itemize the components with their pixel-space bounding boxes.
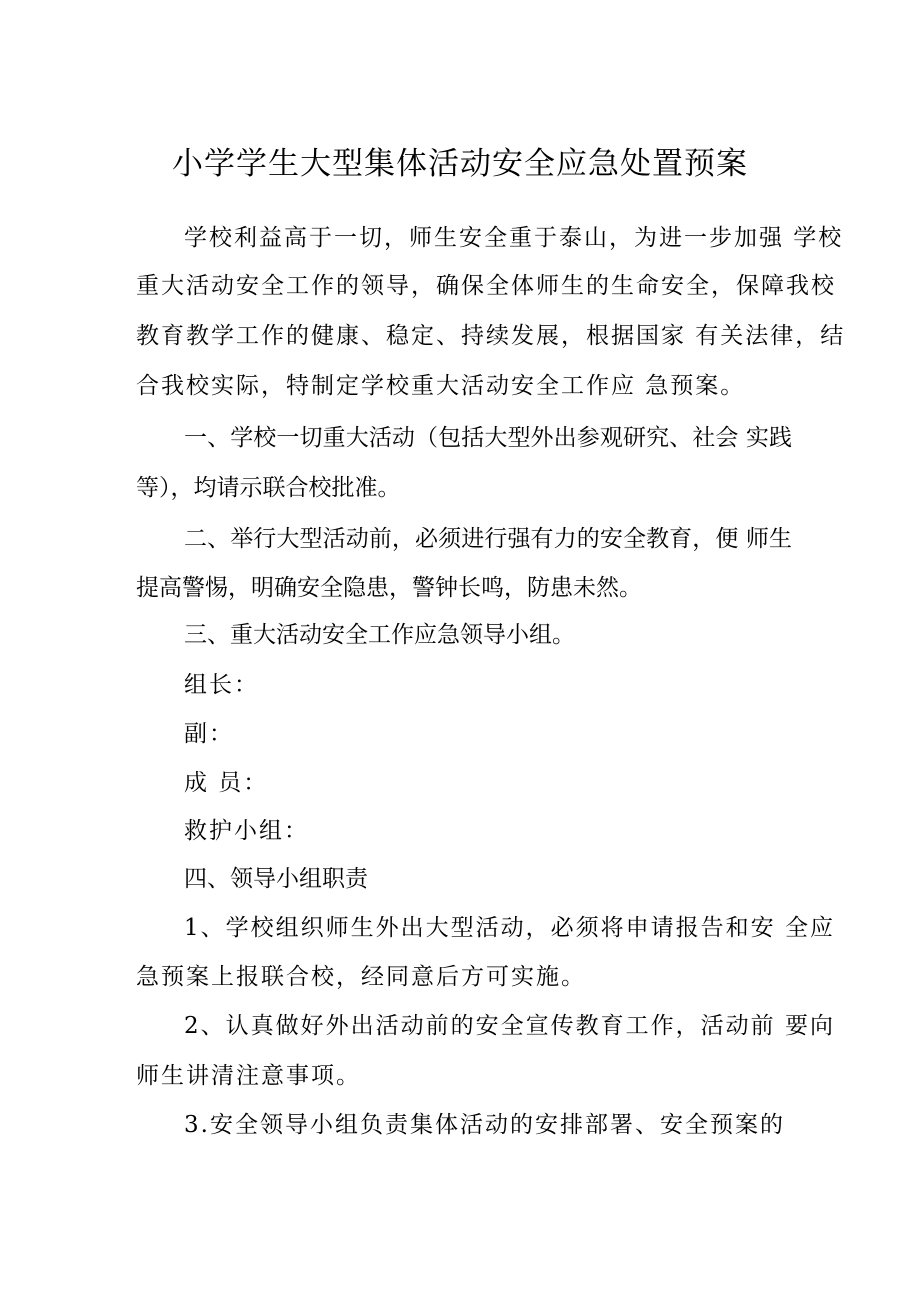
document-line: 三、重大活动安全工作应急领导小组。	[184, 622, 575, 648]
document-line: 急预案上报联合校，经同意后方可实施。	[136, 964, 586, 990]
document-line: 教育教学工作的健康、稳定、持续发展，根据国家 有关法律，结	[136, 323, 846, 349]
document-line: 一、学校一切重大活动（包括大型外出参观研究、社会 实践	[184, 425, 792, 451]
document-line: 2、认真做好外出活动前的安全宣传教育工作，活动前 要向	[184, 1013, 835, 1039]
document-line: 救护小组：	[184, 818, 309, 844]
document-line: 学校利益高于一切，师生安全重于泰山，为进一步加强 学校	[184, 225, 844, 251]
document-line: 合我校实际，特制定学校重大活动安全工作应 急预案。	[136, 373, 746, 399]
document-line: 重大活动安全工作的领导，确保全体师生的生命安全，保障我校	[136, 273, 836, 299]
document-line: 组长：	[184, 672, 259, 698]
document-line: 二、举行大型活动前，必须进行强有力的安全教育，便 师生	[184, 526, 792, 552]
document-line: 1、学校组织师生外出大型活动，必须将申请报告和安 全应	[184, 915, 835, 941]
document-title: 小学学生大型集体活动安全应急处置预案	[172, 146, 748, 182]
document-line: 师生讲清注意事项。	[136, 1063, 361, 1089]
document-line: 副：	[184, 721, 234, 747]
document-line: 成 员：	[184, 770, 269, 796]
document-line: 四、领导小组职责	[184, 866, 368, 892]
document-line: 3.安全领导小组负责集体活动的安排部署、安全预案的	[184, 1112, 785, 1138]
document-line: 等），均请示联合校批准。	[136, 475, 401, 501]
document-line: 提高警惕，明确安全隐患，警钟长鸣，防患未然。	[136, 575, 642, 601]
